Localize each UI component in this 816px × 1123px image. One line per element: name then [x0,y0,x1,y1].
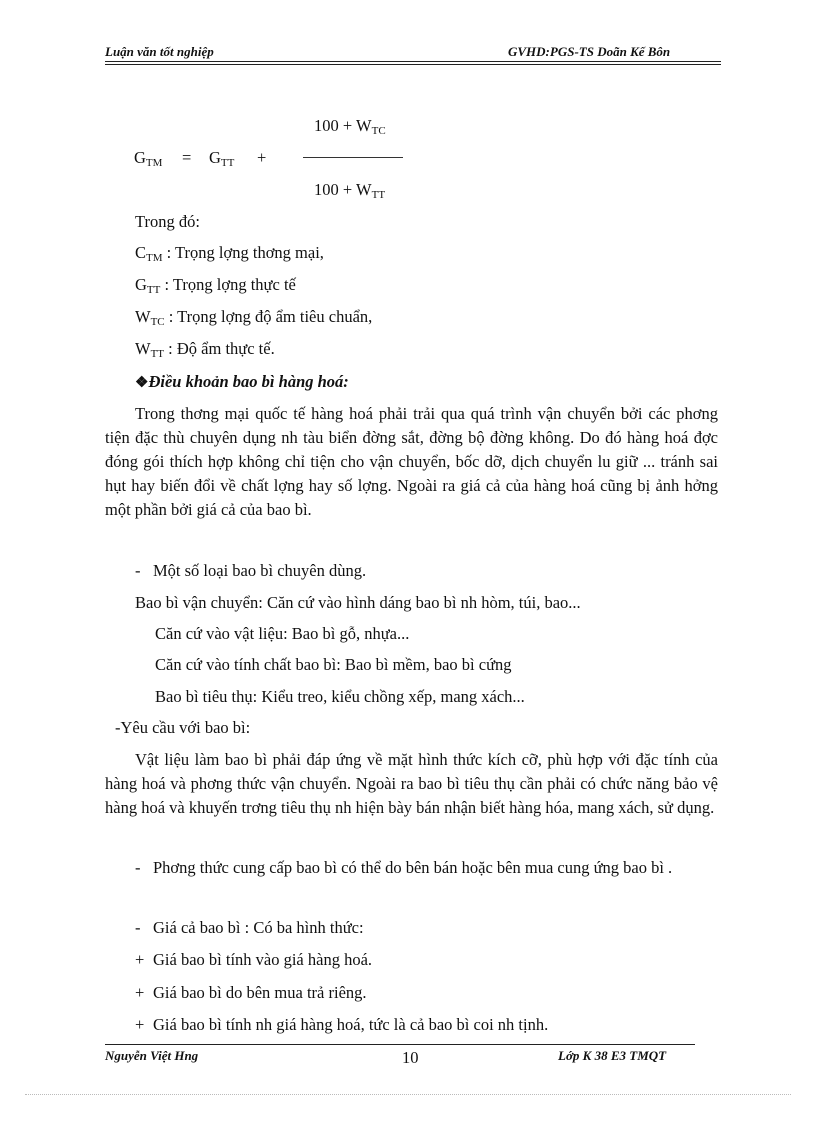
where-label: Trong đó: [135,212,200,231]
page-bottom-dotted-border [25,1094,791,1095]
header-left: Luận văn tốt nghiệp [105,44,214,59]
footer-author: Nguyễn Việt Hng [105,1048,199,1063]
fraction-bar [303,157,403,158]
diamond-bullet-icon: ❖ [135,375,149,391]
list-item: Căn cứ vào tính chất bao bì: Bao bì mềm, bao bì cứng [155,655,512,674]
section-heading: ❖Điều khoản bao bì hàng hoá: [135,372,349,391]
list-item: -Yêu cầu với bao bì: [115,718,251,737]
list-item: Bao bì tiêu thụ: Kiểu treo, kiểu chồng xếp, mang xách... [155,687,525,706]
formula-equals: = [182,148,192,167]
paragraph-packaging-intro: Trong thơng mại quốc tế hàng hoá phải trải qua quá trình vận chuyển bởi các phơng tiện đặc thù chuyên dụng nh tàu biển đờng sắt, đờng bộ đờng không. Do đó hàng hoá đợc đóng gói thích hợp không chỉ tiện cho vận chuyển, bốc dỡ, dịch chuyển lu giữ ... tránh sai hụt hay biến đổi về chất lợng hay số lợng. Ngoài ra giá cả của hàng hoá cũng bị ảnh hởng một phần bởi giá cả của bao bì. [105,404,718,519]
header-rule [105,61,721,62]
definition-gtt: $G_{TT}$ : Trọng lợng thực tế [135,275,296,296]
footer-class: Lớp K 38 E3 TMQT [558,1048,667,1063]
list-item: + Giá bao bì do bên mua trả riêng. [135,983,367,1002]
formula-numerator: $100 + W_{TC}$ [314,116,386,137]
formula-lhs: $G_{TM}$ [134,148,163,169]
definition-ctm: $C_{TM}$ : Trọng lợng thơng mại, [135,243,324,264]
list-item: - Một số loại bao bì chuyên dùng. [135,561,367,580]
list-item: + Giá bao bì tính nh giá hàng hoá, tức là cả bao bì coi nh tịnh. [135,1015,549,1034]
formula-rhs: $G_{TT}$ [209,148,235,169]
definition-wtc: $W_{TC}$ : Trọng lợng độ ẩm tiêu chuẩn, [135,307,373,328]
header-right: GVHD:PGS-TS Doãn Kế Bôn [508,44,671,59]
header-rule-2 [105,64,721,65]
page-number: 10 [402,1048,419,1067]
definition-wtt: $W_{TT}$ : Độ ẩm thực tế. [135,339,275,360]
list-item: Bao bì vận chuyển: Căn cứ vào hình dáng bao bì nh hòm, túi, bao... [135,593,581,612]
footer-rule [105,1044,695,1045]
paragraph-packaging-requirements: Vật liệu làm bao bì phải đáp ứng về mặt hình thức kích cỡ, phù hợp với đặc tính của hàng hoá và phơng thức vận chuyển. Ngoài ra bao bì tiêu thụ cần phải có chức năng bảo vệ hàng hoá và khuyến trơng tiêu thụ nh hiện bày bán nhận biết hàng hóa, mang xách, sử dụng. [105,750,718,817]
formula-plus: + [257,148,267,167]
paragraph-packaging-supply: - Phơng thức cung cấp bao bì có thể do bên bán hoặc bên mua cung ứng bao bì . [135,858,673,877]
list-item: Căn cứ vào vật liệu: Bao bì gỗ, nhựa... [155,624,410,643]
formula-denominator: $100 + W_{TT}$ [314,180,386,201]
list-item: - Giá cả bao bì : Có ba hình thức: [135,918,364,937]
list-item: + Giá bao bì tính vào giá hàng hoá. [135,950,373,969]
